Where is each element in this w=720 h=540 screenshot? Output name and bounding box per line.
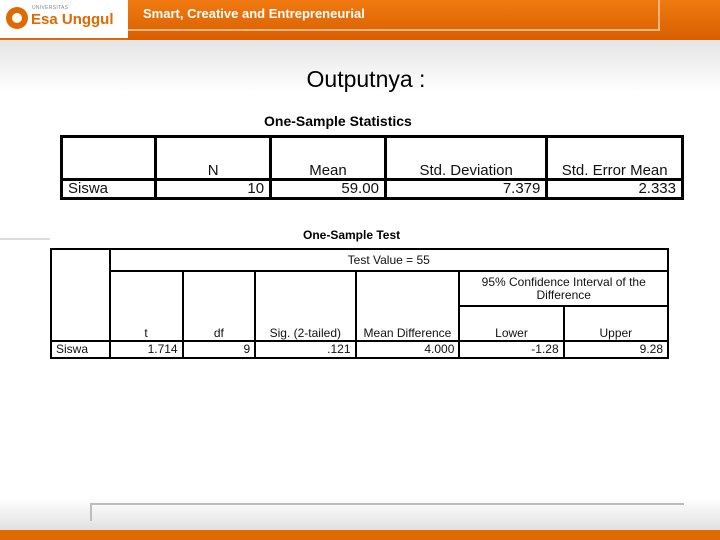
stats-col-std-error-mean: Std. Error Mean [547, 137, 683, 180]
header-divider-vertical [658, 0, 660, 31]
test-mean-difference-value: 4.000 [356, 341, 460, 358]
stats-table-title: One-Sample Statistics [264, 113, 412, 129]
university-logo [0, 0, 128, 40]
stats-std-error-value: 2.333 [547, 180, 683, 199]
test-table-title: One-Sample Test [303, 228, 401, 242]
stats-n-value: 10 [156, 180, 271, 199]
test-value-header: Test Value = 55 [110, 249, 668, 271]
stats-mean-value: 59.00 [271, 180, 386, 199]
test-upper-value: 9.28 [564, 341, 668, 358]
stats-col-stub [62, 137, 156, 180]
ci-header: 95% Confidence Interval of the Difference [459, 271, 668, 306]
footer-bar [0, 530, 720, 540]
stats-std-deviation-value: 7.379 [385, 180, 546, 199]
decorative-rule [0, 238, 50, 240]
header-divider [128, 29, 660, 31]
test-t-value: 1.714 [110, 341, 183, 358]
test-col-t: t [110, 271, 183, 341]
test-col-lower: Lower [459, 306, 563, 341]
test-lower-value: -1.28 [459, 341, 563, 358]
header-bar [0, 0, 720, 40]
table-row [51, 341, 668, 358]
stats-header-row [62, 137, 683, 180]
stats-col-std-deviation: Std. Deviation [385, 137, 546, 180]
ci-header-row [51, 271, 668, 306]
test-df-value: 9 [183, 341, 256, 358]
header-tagline: Smart, Creative and Entrepreneurial [143, 6, 365, 21]
test-value-row [51, 249, 668, 271]
test-col-sig: Sig. (2-tailed) [255, 271, 355, 341]
test-row-label: Siswa [51, 341, 110, 358]
test-sig-value: .121 [255, 341, 355, 358]
logo-text: Esa Unggul [31, 11, 114, 28]
stats-col-mean: Mean [271, 137, 386, 180]
logo-subtitle: UNIVERSITAS [32, 5, 69, 11]
stats-table [60, 135, 684, 200]
test-table [50, 248, 669, 359]
test-col-mean-difference: Mean Difference [356, 271, 460, 341]
test-stub-header [51, 249, 110, 341]
stats-col-n: N [156, 137, 271, 180]
slide-title: Outputnya : [306, 66, 426, 92]
table-row [62, 180, 683, 199]
test-col-upper: Upper [564, 306, 668, 341]
test-col-df: df [183, 271, 256, 341]
stats-row-label: Siswa [62, 180, 156, 199]
footer-divider [90, 503, 684, 521]
logo-emblem-icon [6, 7, 28, 29]
